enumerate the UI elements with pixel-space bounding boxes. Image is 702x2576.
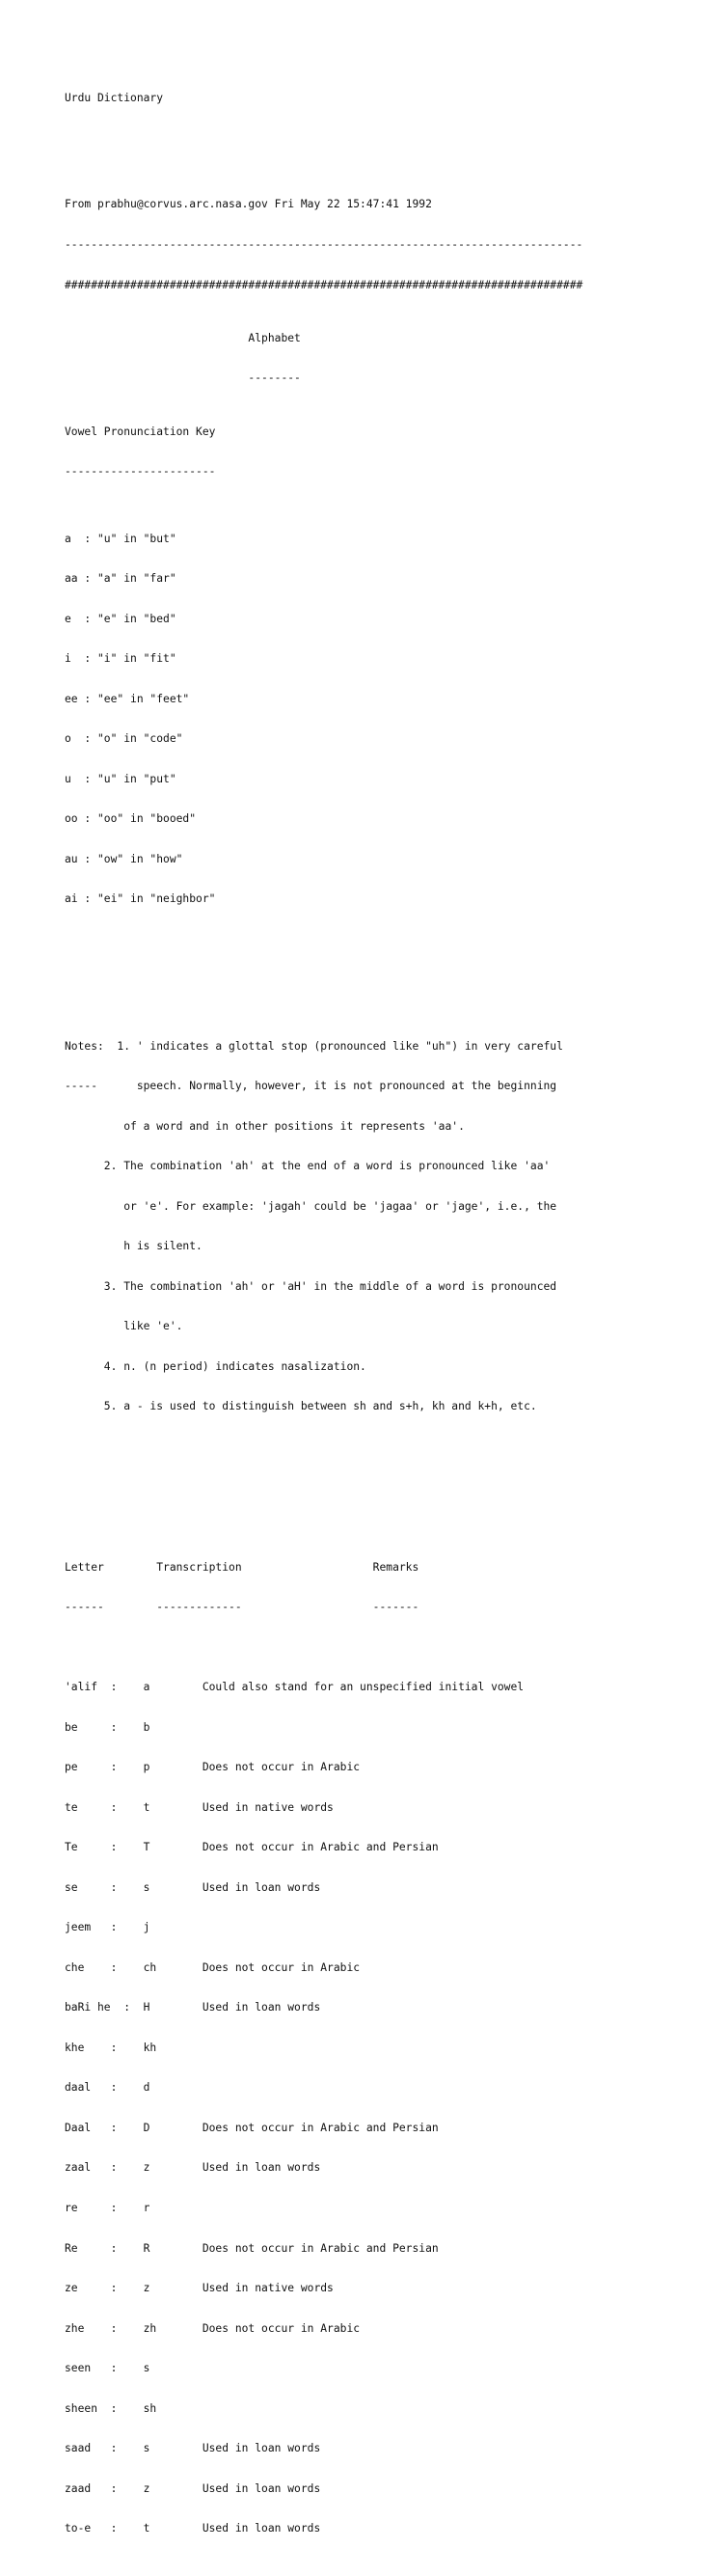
letter-table-row: zaad : z Used in loan words bbox=[65, 2481, 321, 2495]
notes-section bbox=[65, 1013, 691, 1440]
letter-table-row: zaal : z Used in loan words bbox=[65, 2161, 321, 2175]
letter-table-header-rule: ------ ------------- ------- bbox=[65, 1601, 419, 1614]
vowel-key-row: a : "u" in "but" bbox=[65, 532, 176, 545]
letter-table-row: baRi he : H Used in loan words bbox=[65, 2001, 321, 2014]
spacer bbox=[65, 1641, 691, 1655]
hash-rule: ############################################################################### bbox=[65, 278, 583, 291]
letter-table-row: se : s Used in loan words bbox=[65, 1880, 321, 1894]
document-page bbox=[65, 65, 691, 2576]
vowel-key-row: au : "ow" in "how" bbox=[65, 852, 183, 865]
letter-table-header: Letter Transcription Remarks bbox=[65, 1560, 419, 1574]
vowel-key-row: oo : "oo" in "booed" bbox=[65, 812, 197, 826]
letter-table-row: 'alif : a Could also stand for an unspecified initial vowel bbox=[65, 1681, 525, 1694]
vowel-key-heading: Vowel Pronunciation Key bbox=[65, 425, 216, 438]
letter-table-row: seen : s bbox=[65, 2362, 150, 2375]
letter-table-row: daal : d bbox=[65, 2081, 150, 2095]
spacer bbox=[65, 1467, 691, 1494]
spacer bbox=[65, 960, 691, 973]
letter-table-row: Daal : D Does not occur in Arabic and Persian bbox=[65, 2121, 439, 2134]
vowel-key-row: e : "e" in "bed" bbox=[65, 612, 176, 625]
notes-line: of a word and in other positions it represents 'aa'. bbox=[65, 1119, 465, 1133]
email-from-line: From prabhu@corvus.arc.nasa.gov Fri May 22 15:47:41 1992 bbox=[65, 198, 432, 211]
dash-rule: ------------------------------------------------------------------------------- bbox=[65, 237, 583, 251]
letter-table-row: re : r bbox=[65, 2202, 150, 2214]
vowel-key-row: i : "i" in "fit" bbox=[65, 652, 176, 666]
letter-table-row: Te : T Does not occur in Arabic and Persian bbox=[65, 1841, 439, 1854]
letter-table bbox=[65, 1534, 691, 2562]
notes-line: h is silent. bbox=[65, 1240, 202, 1253]
letter-table-row: sheen : sh bbox=[65, 2401, 157, 2415]
vowel-key-row: ai : "ei" in "neighbor" bbox=[65, 892, 216, 906]
notes-line: ----- speech. Normally, however, it is not pronounced at the beginning bbox=[65, 1080, 557, 1093]
letter-table-row: to-e : t Used in loan words bbox=[65, 2522, 321, 2535]
letter-table-row: jeem : j bbox=[65, 1921, 150, 1934]
vowel-key-row: u : "u" in "put" bbox=[65, 772, 176, 785]
letter-table-row: khe : kh bbox=[65, 2041, 157, 2054]
document-title: Urdu Dictionary bbox=[65, 91, 164, 104]
vowel-key-underline: ----------------------- bbox=[65, 465, 216, 479]
notes-line: 3. The combination 'ah' or 'aH' in the middle of a word is pronounced bbox=[65, 1279, 557, 1293]
notes-line: like 'e'. bbox=[65, 1320, 183, 1333]
letter-table-row: te : t Used in native words bbox=[65, 1800, 334, 1814]
spacer bbox=[65, 131, 691, 158]
letter-table-row: che : ch Does not occur in Arabic bbox=[65, 1960, 361, 1974]
notes-line: Notes: 1. ' indicates a glottal stop (pronounced like "uh") in very careful bbox=[65, 1039, 563, 1053]
letter-table-row: be : b bbox=[65, 1720, 150, 1734]
vowel-key-row: ee : "ee" in "feet" bbox=[65, 692, 190, 705]
letter-table-row: Re : R Does not occur in Arabic and Persian bbox=[65, 2241, 439, 2255]
vowel-key-row: o : "o" in "code" bbox=[65, 732, 183, 746]
vowel-key-row: aa : "a" in "far" bbox=[65, 572, 176, 586]
letter-table-row: pe : p Does not occur in Arabic bbox=[65, 1761, 361, 1774]
notes-line: 5. a - is used to distinguish between sh and s+h, kh and k+h, etc. bbox=[65, 1400, 537, 1413]
letter-table-row: ze : z Used in native words bbox=[65, 2282, 334, 2295]
alphabet-underline: -------- bbox=[65, 371, 301, 385]
letter-table-row: zhe : zh Does not occur in Arabic bbox=[65, 2321, 361, 2335]
notes-line: 4. n. (n period) indicates nasalization. bbox=[65, 1359, 366, 1373]
letter-table-row: saad : s Used in loan words bbox=[65, 2442, 321, 2455]
alphabet-heading: Alphabet bbox=[65, 331, 301, 344]
notes-line: or 'e'. For example: 'jagah' could be 'jagaa' or 'jage', i.e., the bbox=[65, 1199, 557, 1213]
vowel-key-list bbox=[65, 506, 691, 933]
notes-line: 2. The combination 'ah' at the end of a word is pronounced like 'aa' bbox=[65, 1160, 551, 1173]
